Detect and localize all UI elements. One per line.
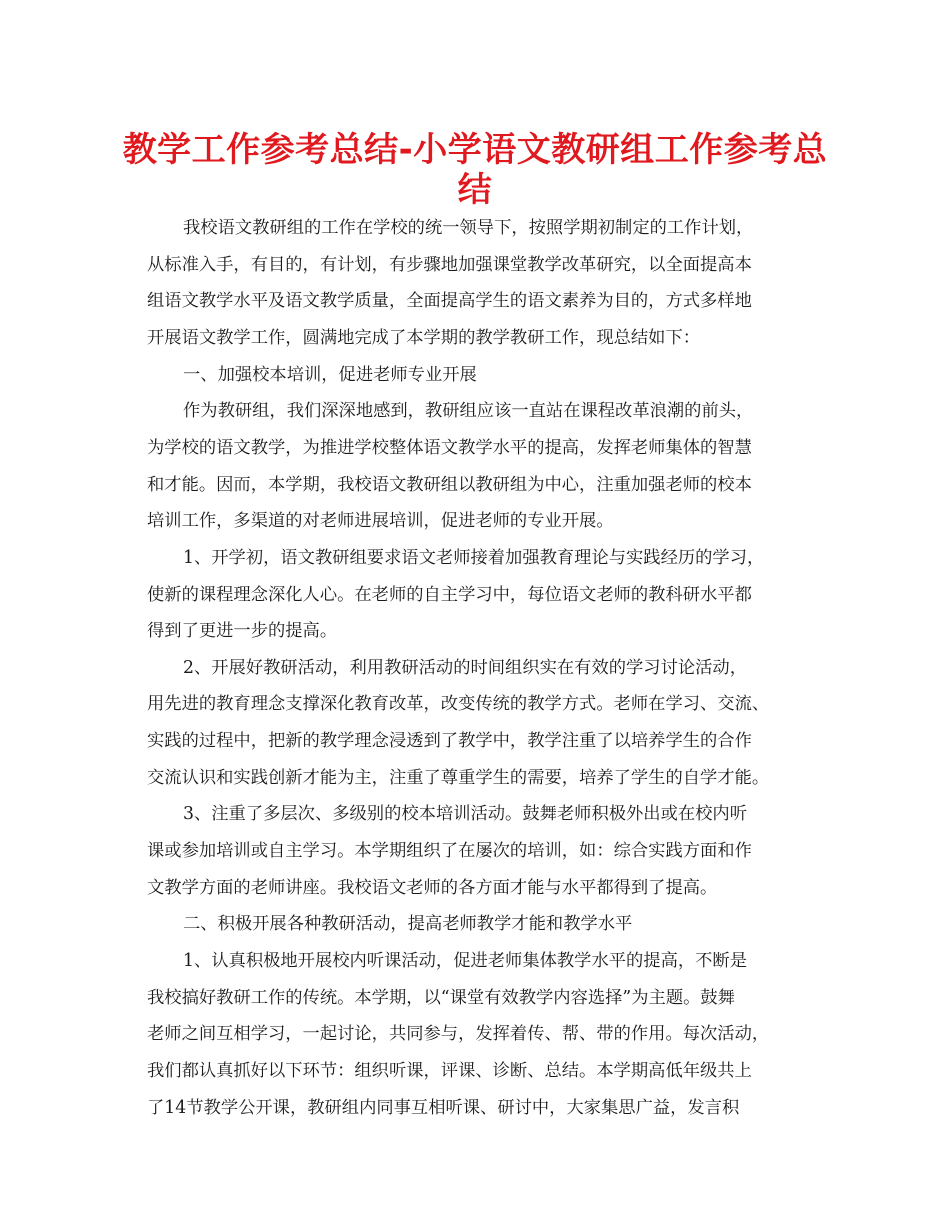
paragraph-line: 1、认真积极地开展校内听课活动，促进老师集体教学水平的提高，不断是 xyxy=(183,951,747,971)
paragraph-line: 用先进的教育理念支撑深化教育改革，改变传统的教学方式。老师在学习、交流、 xyxy=(147,694,770,715)
paragraph-line: 使新的课程理念深化人心。在老师的自主学习中，每位语文老师的教科研水平都 xyxy=(147,584,752,605)
document-title-line-1: 教学工作参考总结-小学语文教研组工作参考总 xyxy=(122,130,828,170)
paragraph-line: 二、积极开展各种教研活动，提高老师教学才能和教学水平 xyxy=(183,914,633,935)
paragraph-line: 组语文教学水平及语文教学质量，全面提高学生的语文素养为目的，方式多样地 xyxy=(147,291,752,312)
paragraph-line: 培训工作，多渠道的对老师进展培训，促进老师的专业开展。 xyxy=(147,511,614,532)
document-title-line-2: 结 xyxy=(457,170,493,210)
paragraph-line: 一、加强校本培训，促进老师专业开展 xyxy=(183,364,477,385)
paragraph-line: 老师之间互相学习，一起讨论，共同参与，发挥着传、帮、带的作用。每次活动， xyxy=(147,1024,770,1045)
paragraph-line: 从标准入手，有目的，有计划，有步骤地加强课堂教学改革研究，以全面提高本 xyxy=(147,254,752,275)
paragraph-line: 为学校的语文教学，为推进学校整体语文教学水平的提高，发挥老师集体的智慧 xyxy=(147,437,752,458)
paragraph-line: 1、开学初，语文教研组要求语文老师接着加强教育理论与实践经历的学习， xyxy=(183,547,765,568)
paragraph-line: 作为教研组，我们深深地感到，教研组应该一直站在课程改革浪潮的前头， xyxy=(183,401,754,422)
paragraph-line: 开展语文教学工作，圆满地完成了本学期的教学教研工作，现总结如下： xyxy=(147,327,701,348)
paragraph-line: 课或参加培训或自主学习。本学期组织了在屡次的培训，如：综合实践方面和作 xyxy=(147,841,752,862)
paragraph-line: 实践的过程中，把新的教学理念浸透到了教学中，教学注重了以培养学生的合作 xyxy=(147,731,752,752)
paragraph-line: 我们都认真抓好以下环节：组织听课，评课、诊断、总结。本学期高低年级共上 xyxy=(147,1060,752,1081)
paragraph-line: 我校搞好教研工作的传统。本学期，以“课堂有效教学内容选择”为主题。鼓舞 xyxy=(147,987,735,1008)
paragraph-line: 和才能。因而，本学期，我校语文教研组以教研组为中心，注重加强老师的校本 xyxy=(147,474,752,495)
paragraph-line: 交流认识和实践创新才能为主，注重了尊重学生的需要，培养了学生的自学才能。 xyxy=(147,767,770,788)
paragraph-line: 文教学方面的老师讲座。我校语文老师的各方面才能与水平都得到了提高。 xyxy=(147,877,718,898)
paragraph-line: 得到了更进一步的提高。 xyxy=(147,621,338,642)
paragraph-line: 了14节教学公开课，教研组内同事互相听课、研讨中，大家集思广益，发言积 xyxy=(147,1097,740,1118)
paragraph-line: 2、开展好教研活动，利用教研活动的时间组织实在有效的学习讨论活动， xyxy=(183,657,747,678)
paragraph-line: 3、注重了多层次、多级别的校本培训活动。鼓舞老师积极外出或在校内听 xyxy=(183,804,747,825)
paragraph-line: 我校语文教研组的工作在学校的统一领导下，按照学期初制定的工作计划， xyxy=(183,218,754,238)
